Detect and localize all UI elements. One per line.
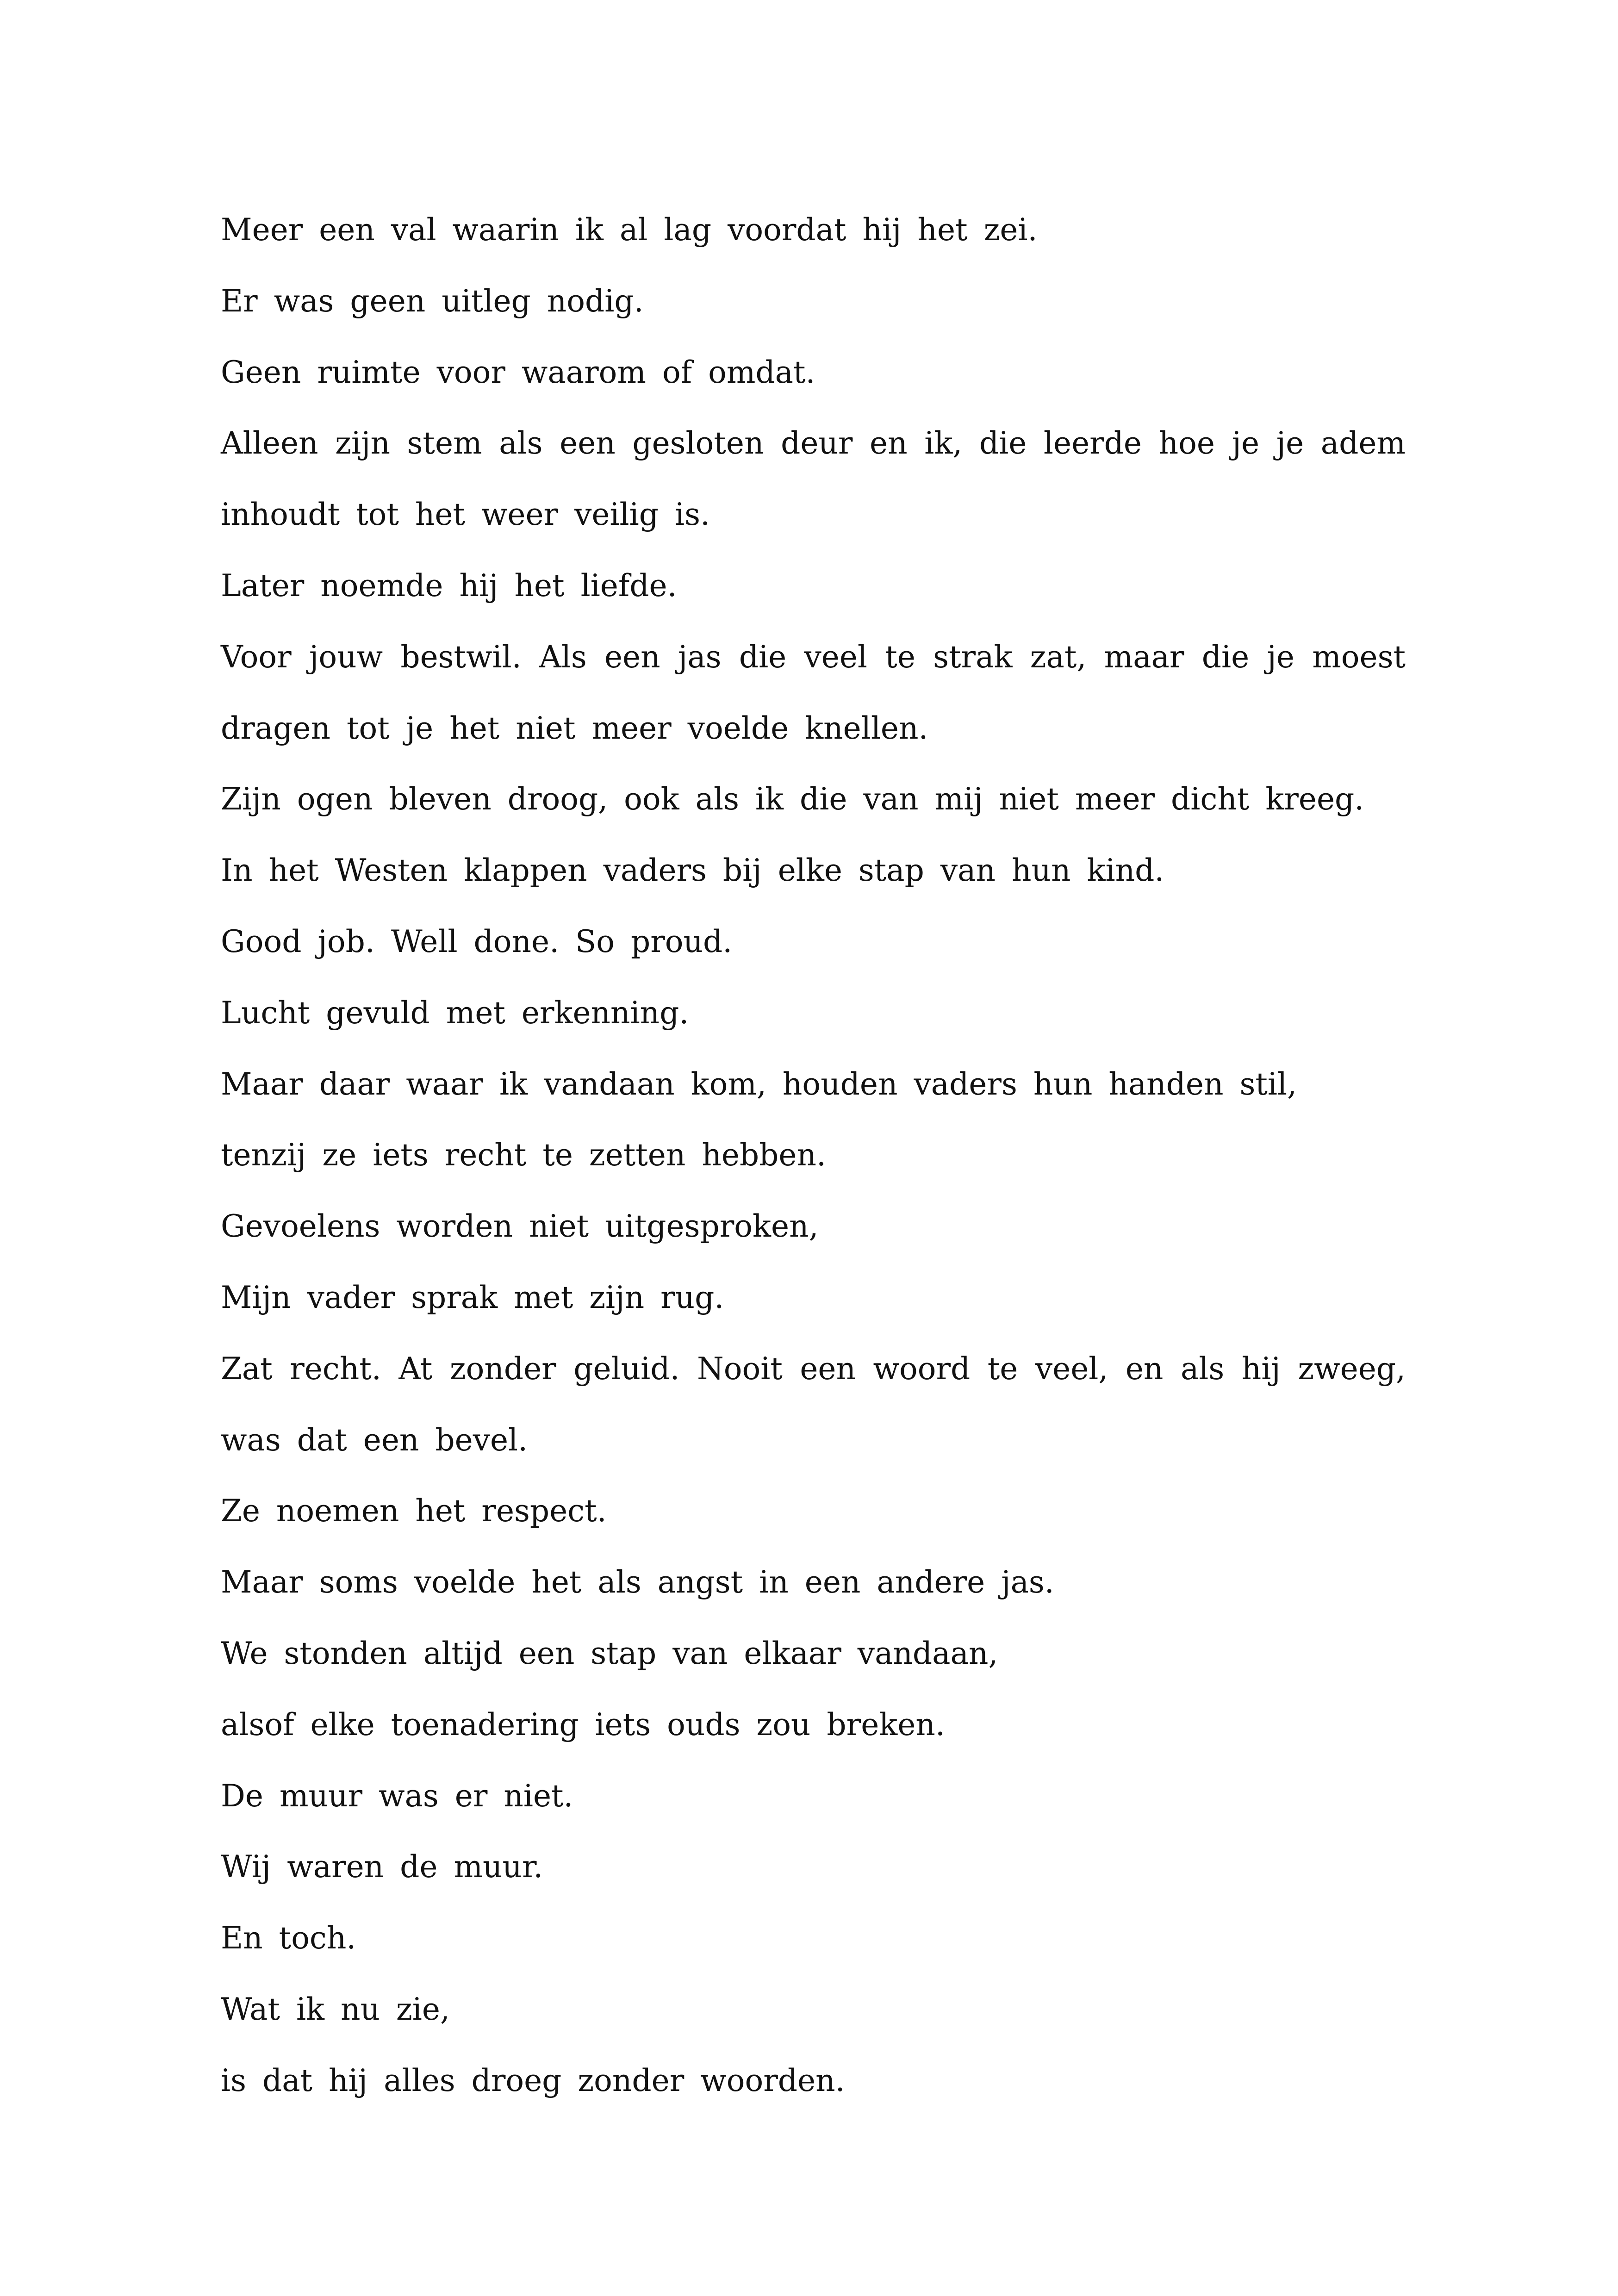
poem-line-5: Later noemde hij het liefde.: [221, 567, 677, 604]
poem-line-23: Wat ik nu zie,: [221, 1991, 450, 2027]
poem-line-9: Good job. Well done. So proud.: [221, 923, 733, 959]
poem-line-14: Mijn vader sprak met zijn rug.: [221, 1279, 724, 1315]
poem-line-16: Ze noemen het respect.: [221, 1493, 607, 1529]
poem-line-15: Zat recht. At zonder geluid. Nooit een woord te veel, en als hij zweeg, was dat een bevel.: [221, 1350, 1406, 1458]
poem-line-6: Voor jouw bestwil. Als een jas die veel te strak zat, maar die je moest dragen tot je het niet meer voelde knellen.: [221, 639, 1406, 746]
poem-line-4: Alleen zijn stem als een gesloten deur en ik, die leerde hoe je je adem inhoudt tot het weer veilig is.: [221, 425, 1406, 533]
poem-line-10: Lucht gevuld met erkenning.: [221, 995, 689, 1031]
poem-line-17: Maar soms voelde het als angst in een andere jas.: [221, 1564, 1054, 1600]
poem-line-8: In het Westen klappen vaders bij elke stap van hun kind.: [221, 852, 1164, 889]
poem-line-1: Meer een val waarin ik al lag voordat hij het zei.: [221, 212, 1038, 248]
poem-line-21: Wij waren de muur.: [221, 1849, 543, 1885]
poem-line-12: tenzij ze iets recht te zetten hebben.: [221, 1137, 826, 1173]
poem-line-2: Er was geen uitleg nodig.: [221, 283, 644, 319]
poem-line-24: is dat hij alles droeg zonder woorden.: [221, 2062, 845, 2098]
poem-line-3: Geen ruimte voor waarom of omdat.: [221, 354, 815, 390]
poem-line-22: En toch.: [221, 1920, 356, 1956]
poem-line-11: Maar daar waar ik vandaan kom, houden vaders hun handen stil,: [221, 1066, 1297, 1102]
poem-line-7: Zijn ogen bleven droog, ook als ik die van mij niet meer dicht kreeg.: [221, 781, 1364, 817]
poem-line-20: De muur was er niet.: [221, 1778, 573, 1814]
poem-line-18: We stonden altijd een stap van elkaar vandaan,: [221, 1635, 998, 1671]
poem-line-13: Gevoelens worden niet uitgesproken,: [221, 1208, 819, 1244]
poem-line-19: alsof elke toenadering iets ouds zou breken.: [221, 1706, 945, 1742]
poem-body: [221, 194, 1406, 2116]
